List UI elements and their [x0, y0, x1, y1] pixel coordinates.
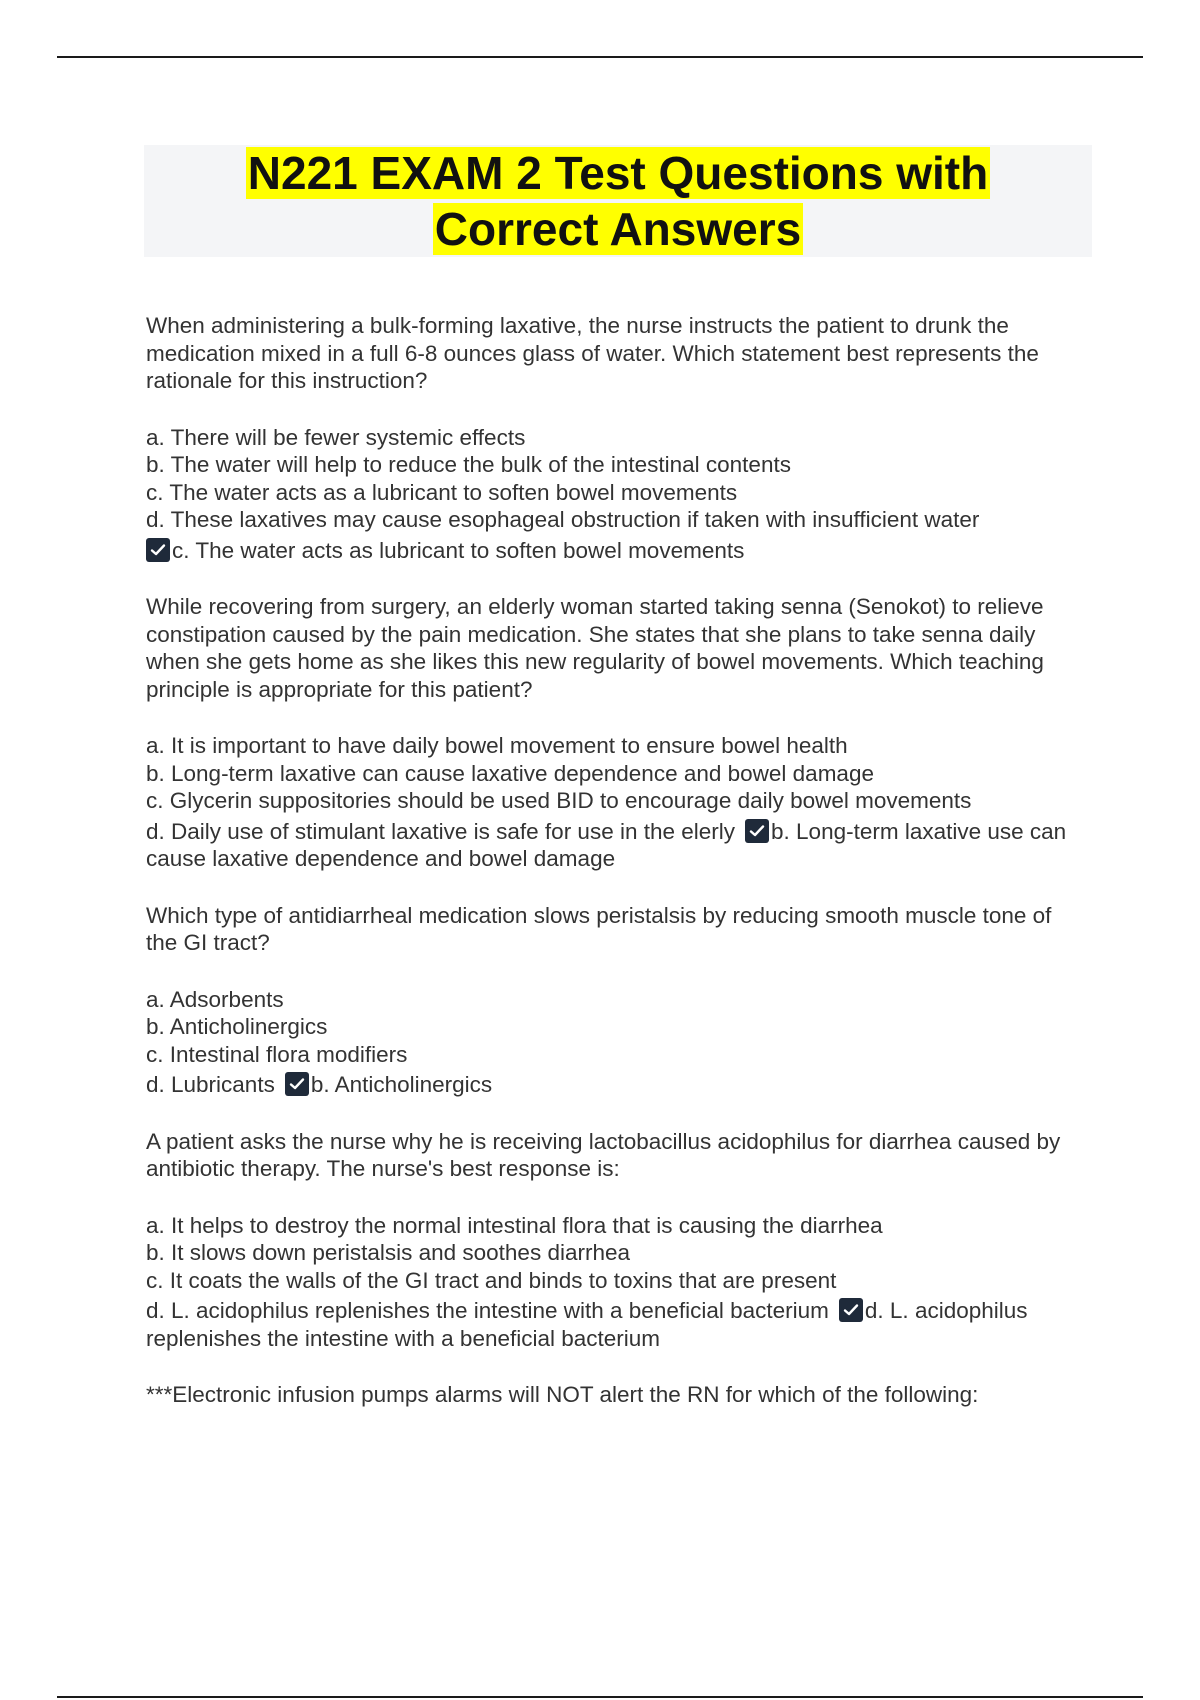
option-c: c. The water acts as a lubricant to soften bowel movements [146, 479, 738, 505]
option-a: a. There will be fewer systemic effects [146, 424, 526, 450]
page-title-line-1: N221 EXAM 2 Test Questions with [247, 147, 989, 199]
option-c: c. Intestinal flora modifiers [146, 1041, 408, 1067]
option-d-with-answer [146, 1297, 1086, 1352]
option-c: c. It coats the walls of the GI tract and binds to toxins that are present [146, 1267, 837, 1293]
option-b: b. Anticholinergics [146, 1014, 328, 1039]
option-d: d. L. acidophilus replenishes the intestine with a beneficial bacterium [146, 1298, 829, 1323]
answer-text: b. Long-term laxative use can cause laxative dependence and bowel damage [146, 818, 1067, 871]
answer-text: b. Anticholinergics [310, 1072, 493, 1097]
exam-content [146, 312, 1086, 1438]
option-c: c. Glycerin suppositories should be used BID to encourage daily bowel movements [146, 788, 972, 813]
answer-text: c. The water acts as lubricant to soften bowel movements [172, 537, 745, 563]
checkbox-checked-icon [745, 819, 769, 843]
answer-text: d. L. acidophilus replenishes the intestine with a beneficial bacterium [146, 1298, 1028, 1351]
option-d: d. Daily use of stimulant laxative is safe for use in the elerly [146, 818, 736, 844]
question-block-1 [146, 312, 1086, 564]
checkbox-checked-icon [839, 1298, 863, 1322]
checkbox-checked-icon [285, 1072, 309, 1096]
option-d: d. Lubricants [146, 1072, 275, 1097]
checkbox-checked-icon [146, 538, 170, 562]
option-a: a. It is important to have daily bowel movement to ensure bowel health [146, 733, 848, 758]
option-a: a. It helps to destroy the normal intestinal flora that is causing the diarrhea [146, 1212, 883, 1238]
option-a: a. Adsorbents [146, 986, 284, 1012]
bottom-rule [57, 1696, 1143, 1698]
correct-answer [146, 537, 1086, 565]
question-block-5 [146, 1381, 1086, 1409]
title-banner [144, 145, 1092, 257]
page-title-line-2: Correct Answers [434, 203, 802, 255]
option-b: b. It slows down peristalsis and soothes diarrhea [146, 1240, 631, 1265]
question-text: ***Electronic infusion pumps alarms will NOT alert the RN for which of the following: [146, 1382, 979, 1407]
question-block-2 [146, 593, 1086, 873]
option-d: d. These laxatives may cause esophageal obstruction if taken with insufficient water [146, 507, 980, 532]
question-block-4 [146, 1128, 1086, 1353]
option-b: b. Long-term laxative can cause laxative dependence and bowel damage [146, 760, 874, 786]
question-block-3 [146, 902, 1086, 1099]
question-text: When administering a bulk-forming laxative, the nurse instructs the patient to drunk the medication mixed in a full 6-8 ounces glass of water. Which statement best represents the rationale for this instruction? [146, 313, 1039, 393]
question-text: Which type of antidiarrheal medication slows peristalsis by reducing smooth muscle tone of the GI tract? [146, 902, 1052, 955]
question-text: A patient asks the nurse why he is receiving lactobacillus acidophilus for diarrhea caused by antibiotic therapy. The nurse's best response is: [146, 1128, 1061, 1181]
option-b: b. The water will help to reduce the bulk of the intestinal contents [146, 452, 791, 477]
option-d-with-answer [146, 818, 1086, 873]
option-d-with-answer [146, 1071, 1086, 1099]
top-rule [57, 56, 1143, 58]
question-text: While recovering from surgery, an elderly woman started taking senna (Senokot) to relieve constipation caused by the pain medication. She states that she plans to take senna daily when she gets home as she likes this new regularity of bowel movements. Which teaching principle is appropriate for this patient? [146, 594, 1044, 702]
